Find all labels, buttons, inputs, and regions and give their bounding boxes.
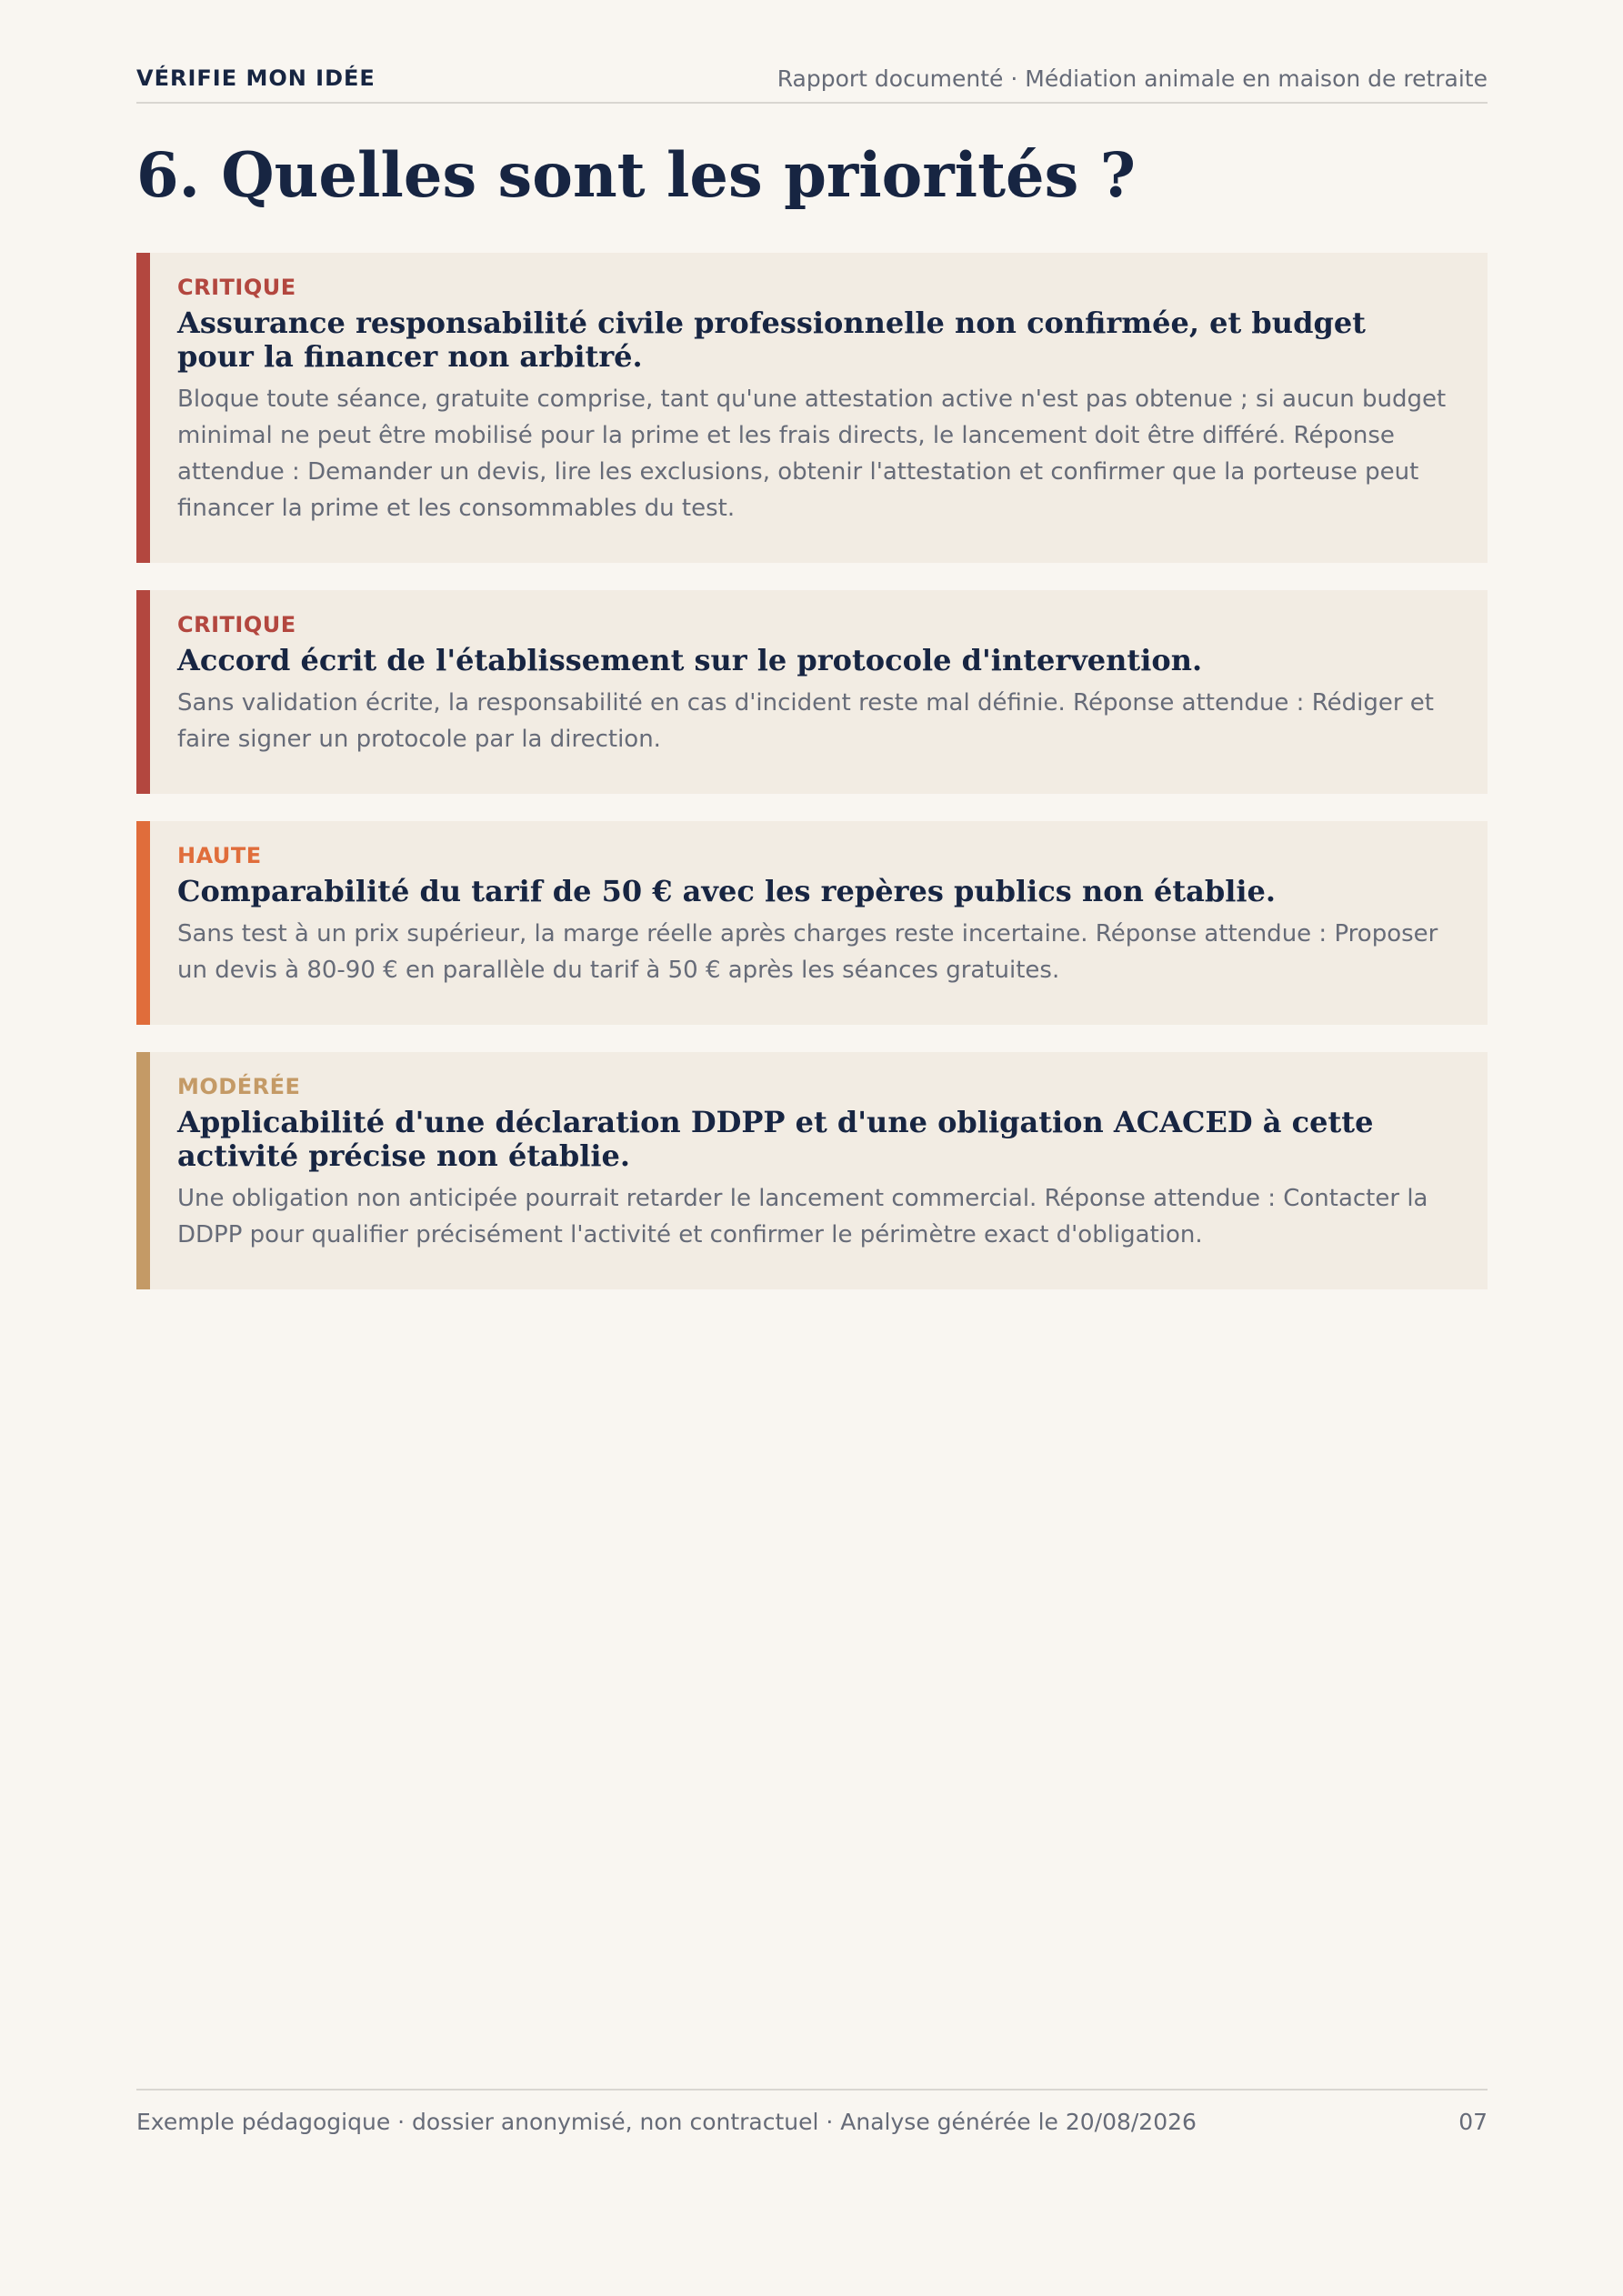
priority-level-badge: CRITIQUE bbox=[177, 612, 296, 637]
priority-title: Assurance responsabilité civile professionnelle non confirmée, et budget pour la financer non arbitré. bbox=[177, 306, 1366, 374]
priority-level-badge: CRITIQUE bbox=[177, 275, 296, 300]
page-number: 07 bbox=[1458, 2109, 1488, 2135]
priority-title: Accord écrit de l'établissement sur le protocole d'intervention. bbox=[177, 643, 1203, 677]
priority-description: Une obligation non anticipée pourrait retarder le lancement commercial. Réponse attendue : Contacter la DDPP pour qualifier précisément l'activité et confirmer le périmètre exact d'obligation. bbox=[177, 1185, 1428, 1248]
priority-level-badge: HAUTE bbox=[177, 843, 262, 868]
priority-description: Bloque toute séance, gratuite comprise, tant qu'une attestation active n'est pas obtenue ; si aucun budget minimal ne peut être mobilisé pour la prime et les frais directs, le lancement doit être différé. Réponse attendue : Demander un devis, lire les exclusions, obtenir l'attestation et confirmer que la porteuse peut financer la prime et les consommables du test. bbox=[177, 386, 1447, 522]
page-header bbox=[136, 62, 1488, 104]
priority-title: Applicabilité d'une déclaration DDPP et d'une obligation ACACED à cette activité précise non établie. bbox=[177, 1105, 1374, 1173]
priority-card bbox=[136, 253, 1488, 563]
report-label: Rapport documenté · Médiation animale en maison de retraite bbox=[776, 65, 1488, 92]
priority-level-badge: MODÉRÉE bbox=[177, 1074, 301, 1099]
footer-note: Exemple pédagogique · dossier anonymisé, non contractuel · Analyse générée le 20/08/2026 bbox=[136, 2109, 1197, 2135]
report-page bbox=[136, 0, 1488, 2296]
page-title: 6. Quelles sont les priorités ? bbox=[136, 139, 1136, 211]
priority-description: Sans test à un prix supérieur, la marge réelle après charges reste incertaine. Réponse attendue : Proposer un devis à 80-90 € en parallèle du tarif à 50 € après les séances gratuites. bbox=[177, 920, 1438, 984]
priority-description: Sans validation écrite, la responsabilité en cas d'incident reste mal définie. Réponse attendue : Rédiger et faire signer un protocole par la direction. bbox=[177, 689, 1434, 753]
brand-name: VÉRIFIE MON IDÉE bbox=[136, 65, 376, 91]
priority-card bbox=[136, 821, 1488, 1025]
priority-title: Comparabilité du tarif de 50 € avec les repères publics non établie. bbox=[177, 874, 1277, 908]
page-footer bbox=[136, 2089, 1488, 2145]
priority-list bbox=[136, 253, 1488, 1317]
priority-card bbox=[136, 1052, 1488, 1289]
priority-card bbox=[136, 590, 1488, 794]
